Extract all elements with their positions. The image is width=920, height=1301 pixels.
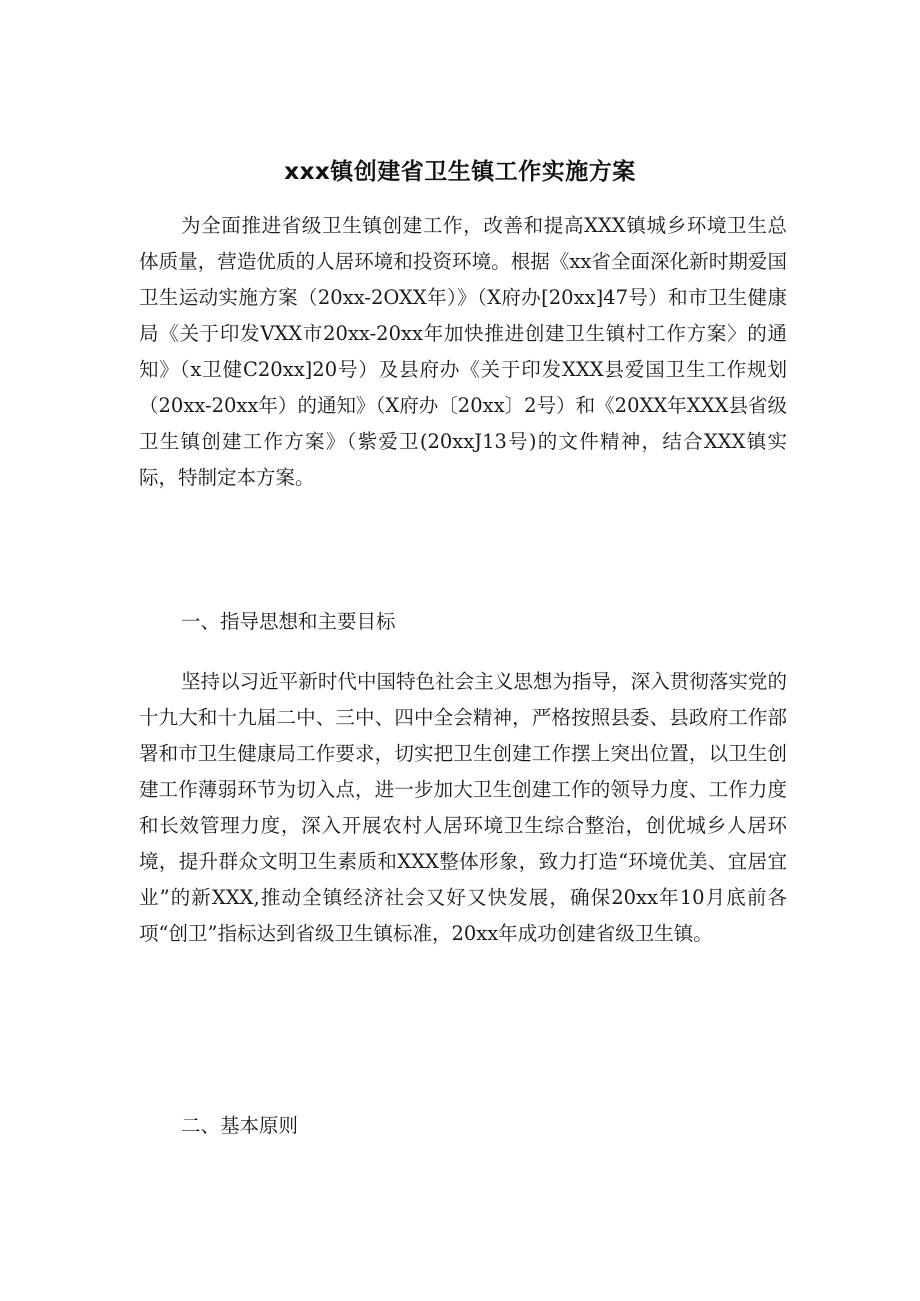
section-heading-guiding-ideology: 一、指导思想和主要目标 bbox=[181, 610, 396, 633]
guiding-ideology-paragraph: 坚持以习近平新时代中国特色社会主义思想为指导，深入贯彻落实党的十九大和十九届二中、三中、四中全会精神，严格按照县委、县政府工作部署和市卫生健康局工作要求，切实把卫生创建工作摆上突出位置，以卫生创建工作薄弱环节为切入点，进一步加大卫生创建工作的领导力度、工作力度和长效管理力度，深入开展农村人居环境卫生综合整治，创优城乡人居环境，提升群众文明卫生素质和XXX整体形象，致力打造“环境优美、宜居宜业”的新XXX,推动全镇经济社会又好又快发展，确保20xx年10月底前各项“创卫”指标达到省级卫生镇标准，20xx年成功创建省级卫生镇。 bbox=[139, 670, 787, 945]
intro-paragraph: 为全面推进省级卫生镇创建工作，改善和提高XXX镇城乡环境卫生总体质量，营造优质的人居环境和投资环境。根据《xx省全面深化新时期爱国卫生运动实施方案（20xx-2OXX年）》（X府办[20xx]47号）和市卫生健康局《关于印发VXX市20xx-20xx年加快推进创建卫生镇村工作方案〉的通知》（x卫健C20xx]20号）及县府办《关于印发XXX县爱国卫生工作规划（20xx-20xx年）的通知》（X府办〔20xx〕2号）和《20XX年XXX县省级卫生镇创建工作方案》（紫爱卫(20xxJ13号)的文件精神，结合XXX镇实际，特制定本方案。 bbox=[139, 214, 787, 489]
section-heading-basic-principles: 二、基本原则 bbox=[181, 1114, 299, 1137]
document-title: xxx镇创建省卫生镇工作实施方案 bbox=[284, 159, 636, 185]
